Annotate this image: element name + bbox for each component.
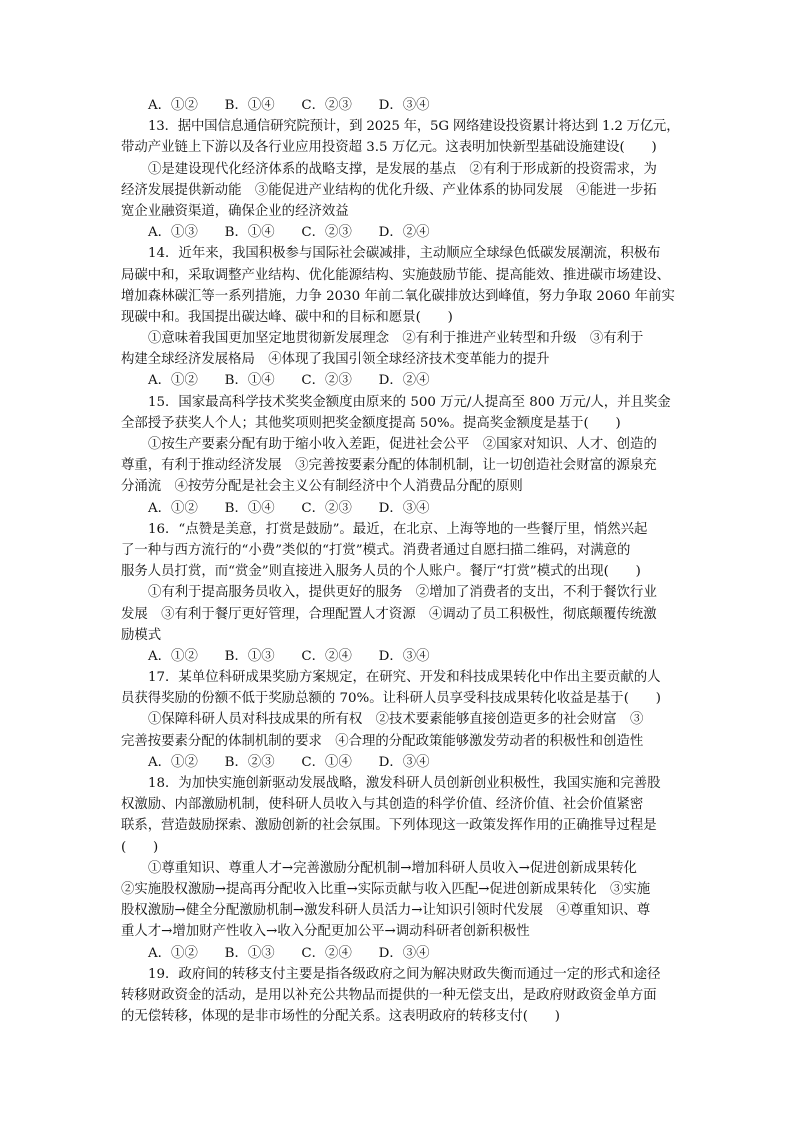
text-line: 员获得奖励的份额不低于奖励总额的 70%。让科研人员享受科技成果转化收益是基于( ) [121,691,661,707]
text-line: 股权激励→健全分配激励机制→激发科研人员活力→让知识引领时代发展 ④尊重知识、尊 [121,903,651,919]
text-line: 尊重，有利于推动经济发展 ③完善按要素分配的体制机制，让一切创造社会财富的源泉充 [121,458,657,474]
text-line: 了一种与西方流行的“小费”类似的“打赏”模式。消费者通过自愿扫描二维码，对满意的 [121,542,631,558]
text-line: 的无偿转移，体现的是非市场性的分配关系。这表明政府的转移支付( ) [121,1009,560,1025]
text-line: ①保障科研人员对科技成果的所有权 ②技术要素能够直接创造更多的社会财富 ③ [148,712,644,728]
text-line: 重人才→增加财产性收入→收入分配更加公平→调动科研者创新积极性 [121,924,530,940]
text-line: 发展 ③有利于餐厅更好管理，合理配置人才资源 ④调动了员工积极性，彻底颠覆传统激 [121,606,657,622]
text-line: 17．某单位科研成果奖励方案规定，在研究、开发和科技成果转化中作出主要贡献的人 [148,670,661,686]
text-line: ①是建设现代化经济体系的战略支撑，是发展的基点 ②有利于形成新的投资需求，为 [148,161,657,177]
text-line: A．①② B．②③ C．①④ D．③④ [148,754,430,770]
text-line: 带动产业链上下游以及各行业应用投资超 3.5 万亿元。这表明加快新型基础设施建设( ) [121,140,657,156]
text-line: 经济发展提供新动能 ③能促进产业结构的优化升级、产业体系的协同发展 ④能进一步拓 [121,182,657,198]
text-line: 宽企业融资渠道，确保企业的经济效益 [121,203,349,219]
text-line: 13．据中国信息通信研究院预计，到 2025 年，5G 网络建设投资累计将达到 1.2 万亿元， [148,119,680,135]
text-line: ( ) [121,839,159,855]
text-line: A．①② B．①③ C．②④ D．③④ [148,648,430,664]
document-page [121,95,679,1027]
text-line: 全部授予获奖人个人；其他奖项则把奖金额度提高 50%。提高奖金额度是基于( ) [121,415,621,431]
text-line: 16．“点赞是美意，打赏是鼓励”。最近，在北京、上海等地的一些餐厅里，悄然兴起 [148,521,648,537]
text-line: 构建全球经济发展格局 ④体现了我国引领全球经济技术变革能力的提升 [121,352,550,368]
text-line: 联系，营造鼓励探索、激励创新的社会氛围。下列体现这一政策发挥作用的正确推导过程是 [121,818,657,834]
text-line: 励模式 [121,627,162,643]
text-line: 权激励、内部激励机制，使科研人员收入与其创造的科学价值、经济价值、社会价值紧密 [121,797,644,813]
text-line: ①意味着我国更加坚定地贯彻新发展理念 ②有利于推进产业转型和升级 ③有利于 [148,331,644,347]
text-line: 增加森林碳汇等一系列措施，力争 2030 年前二氧化碳排放达到峰值，努力争取 2060 年前实 [121,288,675,304]
text-line: 15．国家最高科学技术奖奖金额度由原来的 500 万元/人提高至 800 万元/人，并且奖金 [148,394,671,410]
text-line: 分涌流 ④按劳分配是社会主义公有制经济中个人消费品分配的原则 [121,479,523,495]
text-line: 18．为加快实施创新驱动发展战略，激发科研人员创新创业积极性，我国实施和完善股 [148,776,661,791]
text-line: 现碳中和。我国提出碳达峰、碳中和的目标和愿景( ) [121,309,453,325]
text-line: 转移财政资金的活动，是用以补充公共物品而提供的一种无偿支出，是政府财政资金单方面 [121,987,657,1003]
text-line: A．①② B．①③ C．②④ D．③④ [148,945,430,961]
text-line: 完善按要素分配的体制机制的要求 ④合理的分配政策能够激发劳动者的积极性和创造性 [121,733,644,749]
text-line: ①尊重知识、尊重人才→完善激励分配机制→增加科研人员收入→促进创新成果转化 [148,860,637,876]
text-line: A．①② B．①④ C．②③ D．③④ [148,98,430,113]
text-line: 局碳中和，采取调整产业结构、优化能源结构、实施鼓励节能、提高能效、推进碳市场建设、 [121,267,671,283]
text-line: ②实施股权激励→提高再分配收入比重→实际贡献与收入匹配→促进创新成果转化 ③实施 [121,881,651,897]
text-line: ①有利于提高服务员收入，提供更好的服务 ②增加了消费者的支出，不利于餐饮行业 [148,585,657,601]
text-line: A．①② B．①④ C．②③ D．③④ [148,500,430,516]
text-line: A．①③ B．①④ C．②③ D．②④ [148,225,430,241]
text-line: 19．政府间的转移支付主要是指各级政府之间为解决财政失衡而通过一定的形式和途径 [148,966,661,982]
text-line: ①按生产要素分配有助于缩小收入差距，促进社会公平 ②国家对知识、人才、创造的 [148,437,657,452]
text-line: 服务人员打赏，而“赏金”则直接进入服务人员的个人账户。餐厅“打赏”模式的出现( ) [121,564,641,580]
text-line: 14．近年来，我国积极参与国际社会碳减排，主动顺应全球绿色低碳发展潮流，积极布 [148,246,661,262]
text-line: A．①② B．①④ C．②③ D．②④ [148,373,430,389]
